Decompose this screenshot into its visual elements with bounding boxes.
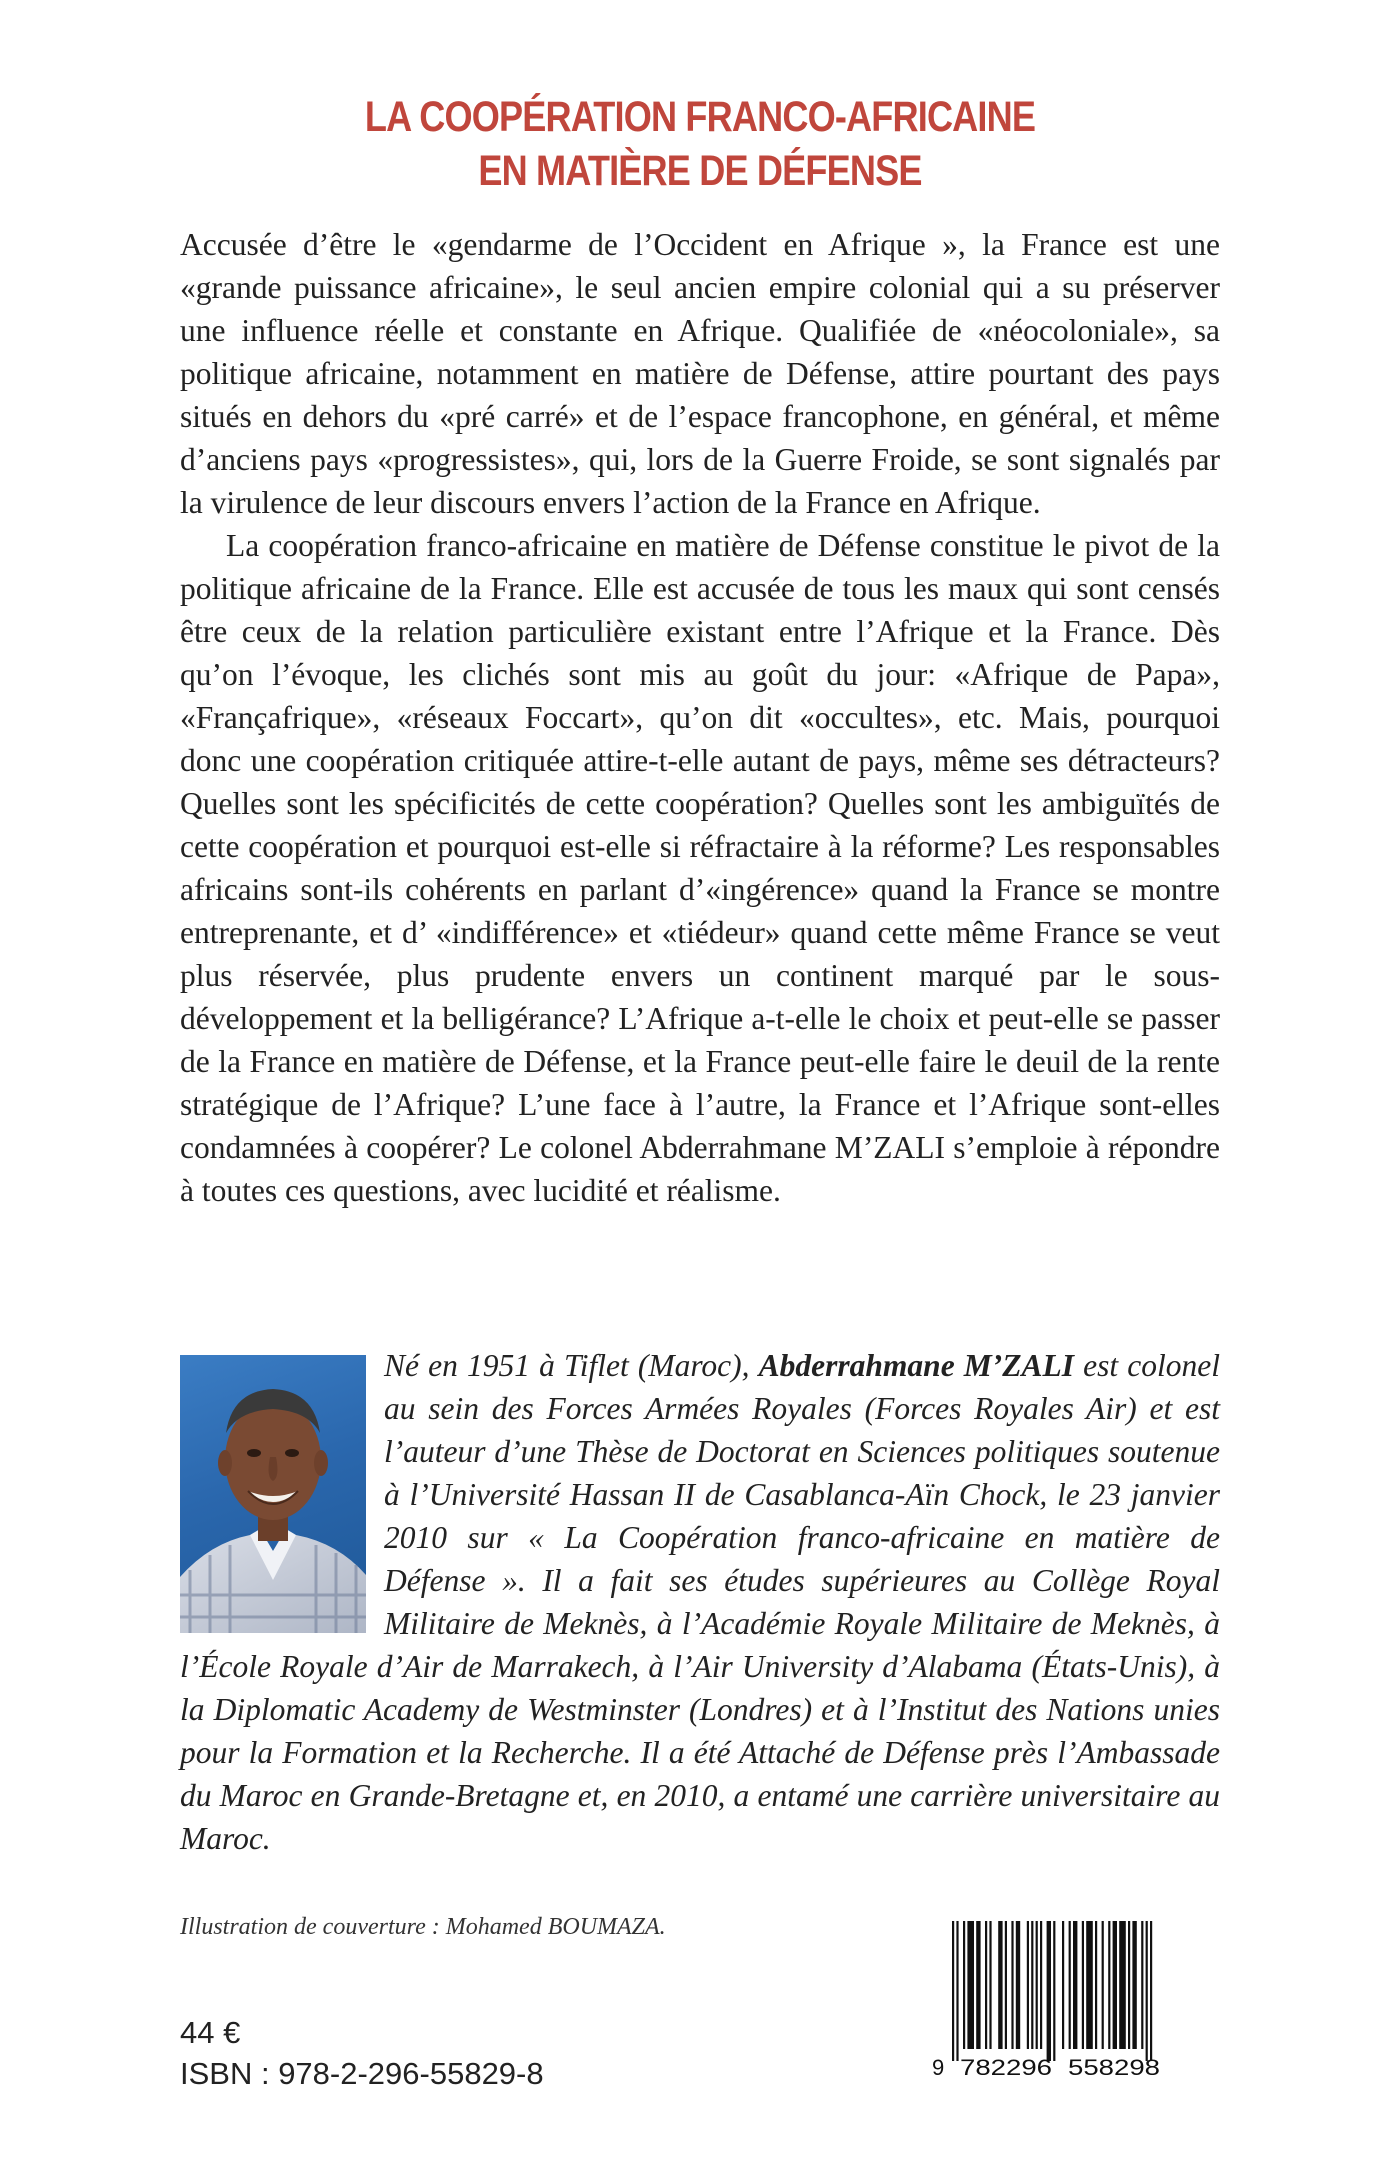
barcode-bar — [1128, 1921, 1130, 2049]
barcode-bar — [985, 1921, 987, 2049]
barcode-bar — [1132, 1921, 1136, 2049]
barcode-bar — [1011, 1921, 1013, 2049]
barcode-bar — [1119, 1921, 1126, 2049]
barcode-bar — [952, 1921, 954, 2061]
barcode-bar — [1016, 1921, 1020, 2049]
barcode-digits-left: 782296 — [960, 2055, 1052, 2080]
barcode-bar — [1047, 1921, 1051, 2061]
author-name: Abderrahmane M’ZALI — [758, 1348, 1075, 1383]
barcode-digit-first: 9 — [932, 2055, 945, 2080]
barcode-bar — [1040, 1921, 1042, 2049]
synopsis-paragraph-1: Accusée d’être le «gendarme de l’Occident en Afrique », la France est une «grande puissance africaine», le seul ancien empire colonial qui a su préserver une influence réelle et constante en Afrique. Qualifiée de «néocoloniale», sa politique africaine, notamment en matière de Défense, attire pourtant des pays situés en dehors du «pré carré» et de l’espace francophone, en général, et même d’anciens pays «progressistes», qui, lors de la Guerre Froide, se sont signalés par la virulence de leur discours envers l’action de la France en Afrique. — [180, 227, 1220, 520]
barcode-bar — [1150, 1921, 1152, 2061]
synopsis-paragraph-2: La coopération franco-africaine en matière de Défense constitue le pivot de la politique africaine de la France. Elle est accusée de tous les maux qui sont censés être ceux de la relation particulière existant entre l’Afrique et la France. Dès qu’on l’évoque, les clichés sont mis au goût du jour: «Afrique de Papa», «Françafrique», «réseaux Foccart», qu’on dit «occultes», etc. Mais, pourquoi donc une coopération critiquée attire-t-elle autant de pays, même ses détracteurs? Quelles sont les spécificités de cette coopération? Quelles sont les ambiguïtés de cette coopération et pourquoi est-elle si réfractaire à la réforme? Les responsables africains sont-ils cohérents en parlant d’«ingérence» quand la France se montre entreprenante, et d’ «indifférence» et «tiédeur» quand cette même France se veut plus réservée, plus prudente envers un continent marqué par le sous-développement et la belligérance? L’Afrique a-t-elle le choix et peut-elle se passer de la France en matière de Défense, et la France peut-elle faire le deuil de la rente stratégique de l’Afrique? L’une face à l’autre, la France et l’Afrique sont-elles condamnées à coopérer? Le colonel Abderrahmane M’ZALI s’emploie à répondre à toutes ces questions, avec lucidité et réalisme. — [180, 528, 1220, 1208]
author-bio — [180, 1344, 1220, 1860]
barcode — [930, 1921, 1190, 2081]
barcode-bar — [1031, 1921, 1033, 2049]
barcode-bar — [1102, 1921, 1104, 2049]
barcode-bar — [1053, 1921, 1055, 2061]
barcode-bar — [1082, 1921, 1084, 2049]
barcode-bar — [998, 1921, 1002, 2049]
barcode-bar — [976, 1921, 980, 2049]
barcode-bar — [1086, 1921, 1093, 2049]
barcode-bar — [989, 1921, 991, 2049]
book-title-line-1: LA COOPÉRATION FRANCO-AFRICAINE — [364, 93, 1036, 141]
barcode-bar — [1069, 1921, 1071, 2049]
barcode-bar — [1095, 1921, 1097, 2049]
price: 44 € — [180, 2015, 241, 2050]
author-bio-details: est colonel au sein des Forces Armées Royales (Forces Royales Air) et est l’auteur d’une Thèse de Doctorat en Sciences politiques soutenue à l’Université Hassan II de Casablanca-Aïn Chock, le 23 janvier 2010 sur « La Coopération franco-africaine en matière de Défense ». Il a fait ses études supérieures au Collège Royal Militaire de Meknès, à l’Académie Royale Militaire de Meknès, à l’École Royale d’Air de Marrakech, à l’Air University d’Alabama (États-Unis), à la Diplomatic Academy de Westminster (Londres) et à l’Institut des Nations unies pour la Formation et la Recherche. Il a été Attaché de Défense près l’Ambassade du Maroc en Grande-Bretagne et, en 2010, a entamé une carrière universitaire au Maroc. — [180, 1348, 1220, 1856]
barcode-bar — [1146, 1921, 1148, 2061]
barcode-bar — [1113, 1921, 1117, 2049]
barcode-bar — [1036, 1921, 1038, 2049]
author-bio-intro: Né en 1951 à Tiflet (Maroc), — [384, 1348, 759, 1383]
barcode-bar — [1027, 1921, 1029, 2049]
barcode-bar — [1141, 1921, 1143, 2049]
barcode-bar — [1062, 1921, 1064, 2049]
barcode-bar — [1073, 1921, 1077, 2049]
book-title-line-2: EN MATIÈRE DE DÉFENSE — [478, 147, 922, 195]
barcode-bar — [967, 1921, 974, 2049]
cover-illustration-credit: Illustration de couverture : Mohamed BOUMAZA. — [180, 1914, 666, 1940]
barcode-digits-right: 558298 — [1068, 2055, 1160, 2080]
barcode-bar — [963, 1921, 965, 2049]
synopsis — [180, 223, 1220, 1212]
isbn: ISBN : 978-2-296-55829-8 — [180, 2056, 544, 2091]
barcode-bar — [1005, 1921, 1007, 2049]
barcode-bar — [1108, 1921, 1110, 2049]
barcode-bar — [956, 1921, 958, 2061]
